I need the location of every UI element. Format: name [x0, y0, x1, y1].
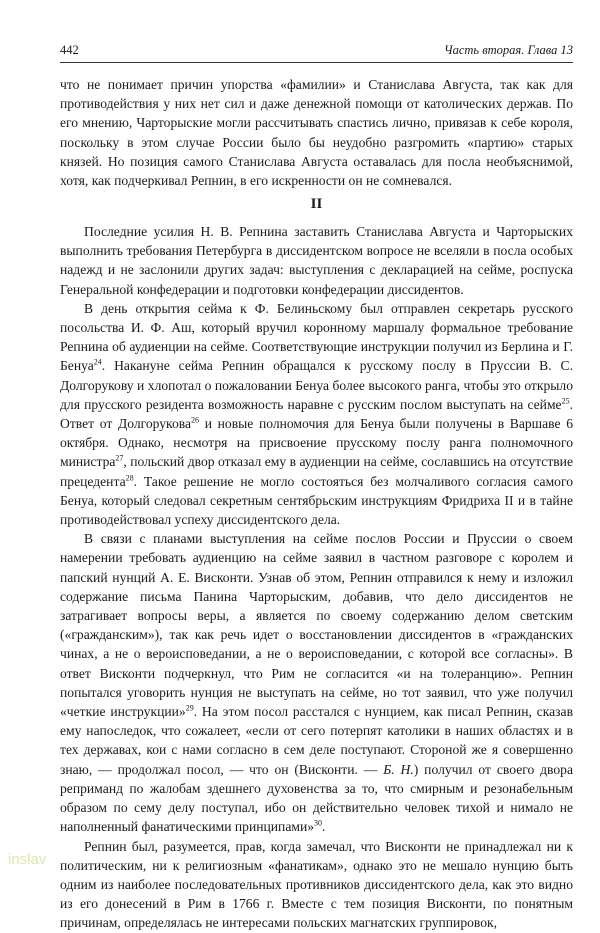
text-run: В связи с планами выступления на сейме послов России и Пруссии о своем намерении требовать аудиенцию на сейме заявил в частном разговоре с королем и папский нунций А. Е. Висконти. Узнав об этом, Репнин отправился к нему и изложил содержание письма Панина Чарторыским, добавив, что дело диссидентов не затрагивает вопросы веры, а является по своему содержанию делом светским («гражданским»), так как речь идет о восстановлении диссидентов в «гражданских чинах, а не о вероисповедании, а не о вероисповедании, с которой все согласны». В ответ Висконти подчеркнул, что Рим не согласится «и на толеранцию». Репнин попытался уговорить нунция не выступать на сейме, но тот заявил, что уже получил «четкие инструкции» [60, 531, 573, 720]
text-run: . Ответ от Долгорукова [60, 396, 573, 432]
text-run: . Такое решение не могло состояться без молчаливого согласия самого Бенуа, который следовал секретным сентябрьским инструкциям Фридриха II и в тайне противодействовал успеху диссидентского дела. [60, 473, 573, 528]
paragraph-4: Репнин был, разумеется, прав, когда замечал, что Висконти не принадлежал ни к политическим, ни к религиозным «фанатикам», однако это не мешало нунцию быть одним из наиболее последовательных противников диссидентского дела, как это видно из его донесений в Рим в 1766 г. Вместе с тем позиция Висконти, по понятным причинам, определялась не интересами польских магнатских группировок, [60, 838, 573, 931]
text-run: , польский двор отказал ему в аудиенции на сейме, сославшись на отсутствие прецедента [60, 454, 573, 489]
text-run: ) получил от своего двора репримaнд по жалобам здешнего духовенства за то, что смирным и резонабельным образом по сему делу поступал, ибо он действительно человек тихой и нимало не наполненный фанатическими принципами» [60, 761, 574, 835]
footnote-ref: 30 [314, 818, 323, 828]
main-text-block [60, 222, 573, 933]
text-run: . [322, 819, 326, 835]
intro-paragraph: что не понимает причин упорства «фамилии» и Станислава Августа, так как для противодействия у них нет сил и даже денежной помощи от католических держав. По его мнению, Чарторыские могли рассчитывать спастись лично, привязав к себе короля, поскольку в этом случае России было бы неудобно разгромить «партию» старых князей. Но позиция самого Станислава Августа оставалась для посла необъяснимой, хотя, как подчеркивал Репнин, в его искренности он не сомневался. [60, 77, 573, 189]
section-heading: II [310, 196, 323, 212]
author-initials: Б. Н. [383, 761, 414, 777]
page-number: 442 [60, 43, 79, 57]
footnote-ref: 24 [93, 357, 102, 367]
watermark: inslav [8, 851, 47, 868]
text-run: . На этом посол расстался с нунцием, как писал Репнин, сказав ему напоследок, что сожалеет, «если от сего потерпят католики в наших областях и в тех державах, кои с нами согласно в сем деле поступают. Стороной же я совершенно знаю, — продолжал посол, — что он (Висконти. — [60, 704, 573, 777]
paragraph-3 [60, 529, 573, 836]
running-title: Часть вторая. Глава 13 [443, 43, 573, 57]
page-header [60, 40, 573, 63]
intro-text-block [60, 75, 573, 190]
paragraph-1: Последние усилия Н. В. Репнина заставить Станислава Августа и Чарторыских выполнить требования Петербурга в диссидентском вопросе не вселяли в посла особых надежд и не заслонили других задач: выступления с декларацией на сейме, роспуска Генеральной конфедерации и подготовки конфедерации диссидентов. [60, 224, 573, 297]
text-run: и новые полномочия для Бенуа были получены в Варшаве 6 октября. Однако, несмотря на присвоение прусскому послу ранга полномочного министра [60, 416, 573, 470]
footnote-ref: 27 [115, 453, 124, 463]
footnote-ref: 28 [125, 473, 134, 483]
text-run: . Накануне сейма Репнин обращался к русскому послу в Пруссии В. С. Долгорукову и хлопотал о пожаловании Бенуа более высокого ранга, чтобы это открыло для прусского резидента возможность наравне с русским послом выступать на сейме [60, 358, 573, 412]
footnote-ref: 26 [191, 415, 200, 425]
footnote-ref: 29 [185, 703, 194, 713]
footnote-ref: 25 [561, 396, 570, 406]
text-run: В день открытия сейма к Ф. Белиньскому был отправлен секретарь русского посольства И. Ф. Аш, который вручил коронному маршалу формальное требование Репнина об аудиенции на сейме. Соответствующие инструкции получил из Берлина и Г. Бенуа [60, 300, 573, 374]
paragraph-2 [60, 299, 573, 529]
